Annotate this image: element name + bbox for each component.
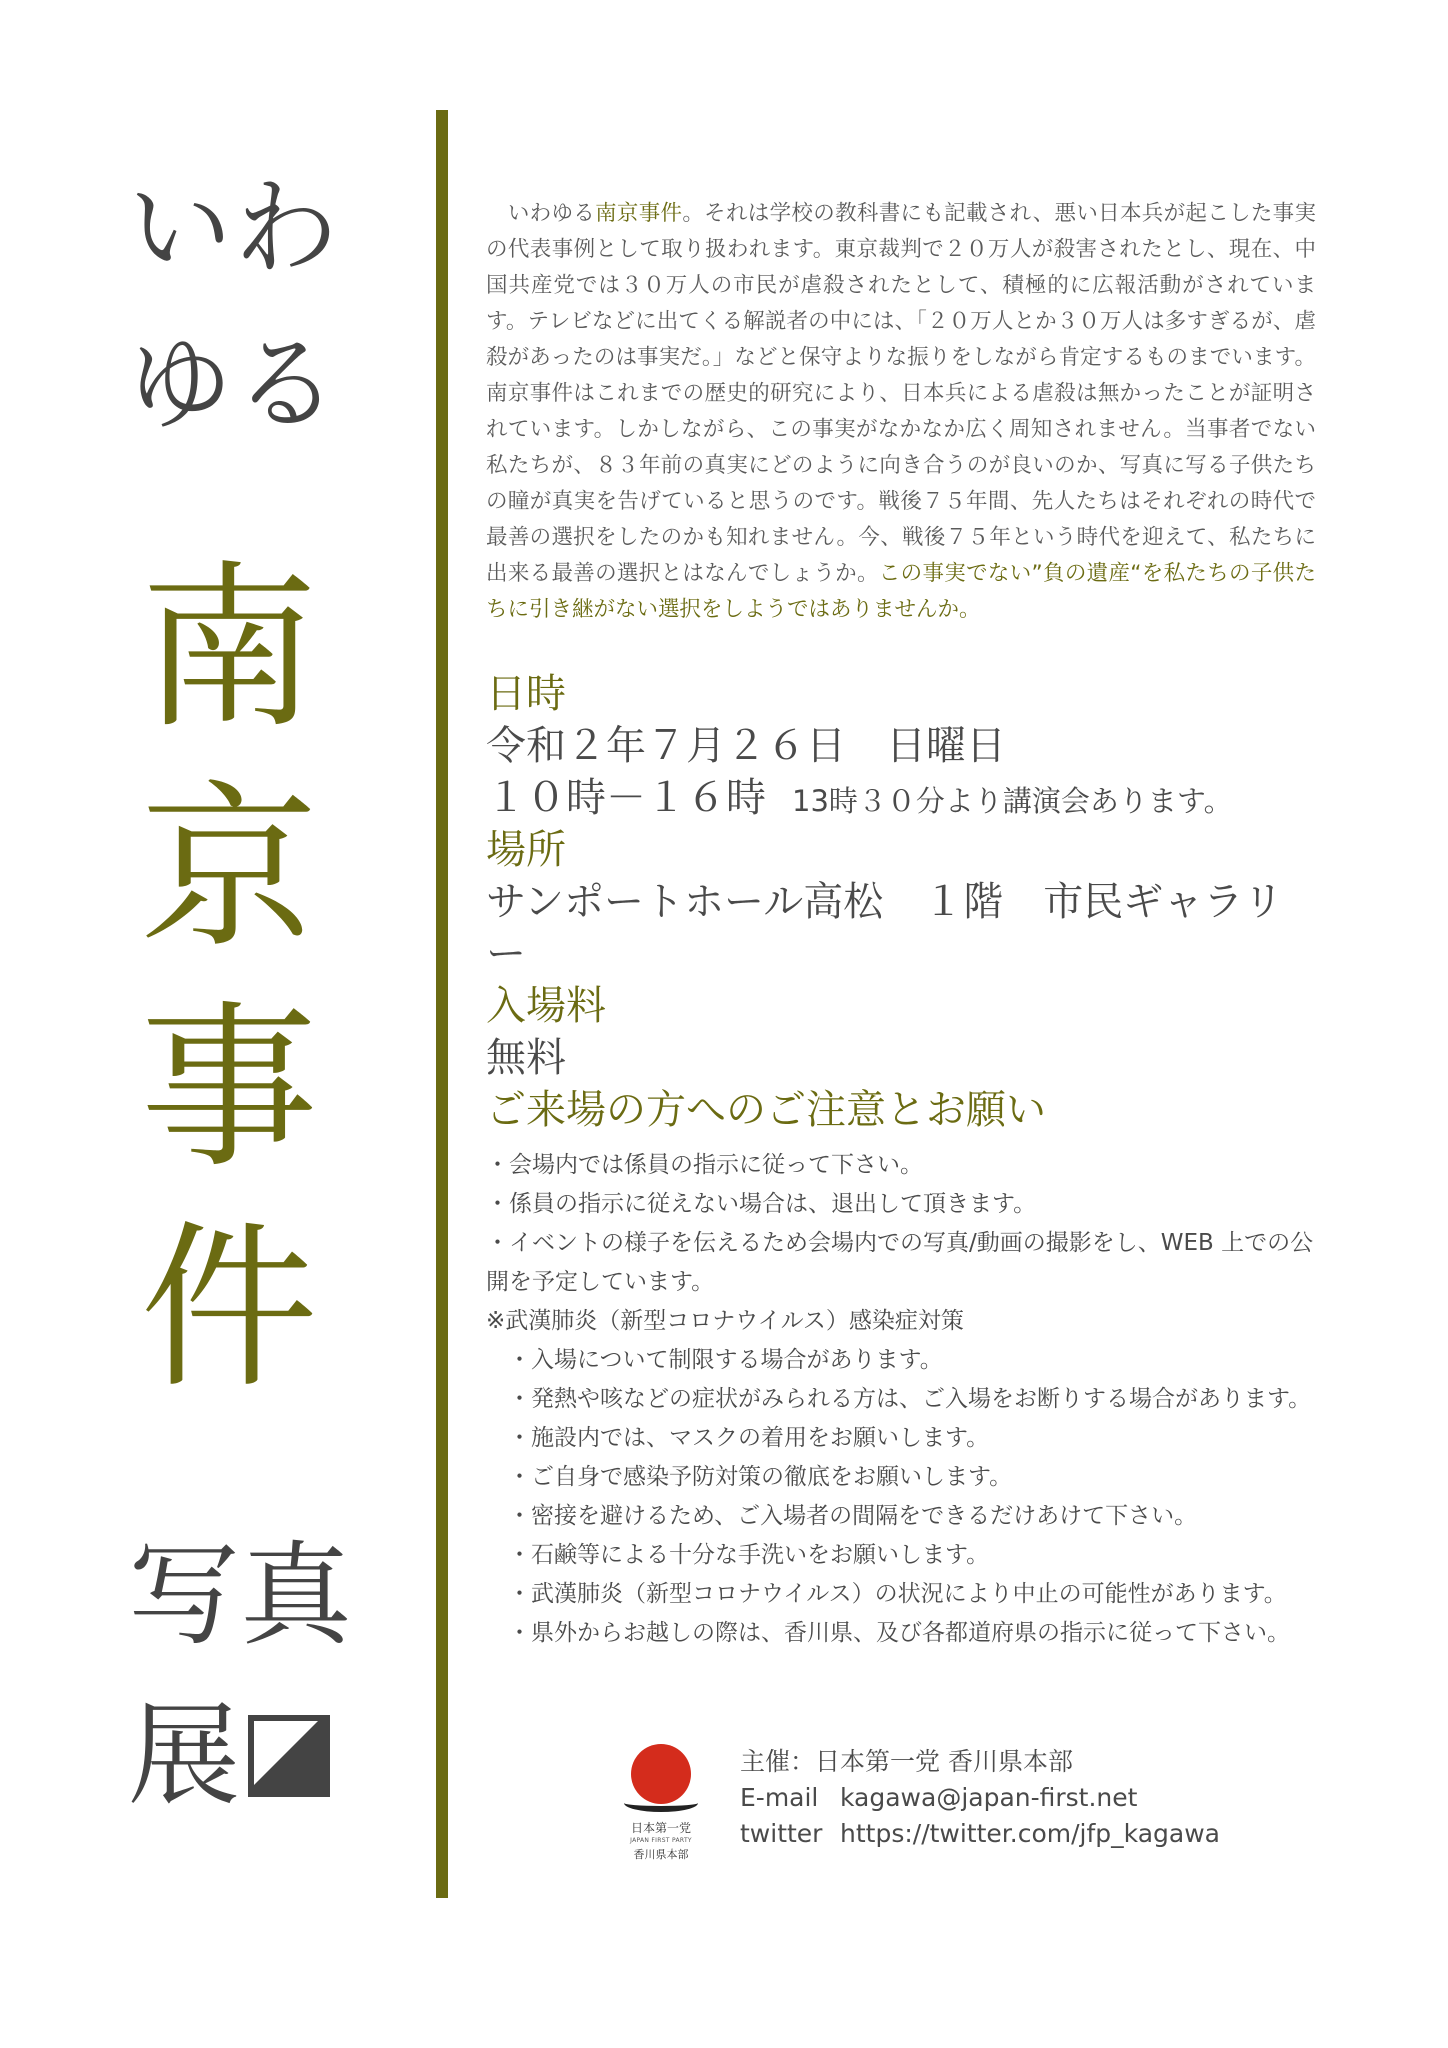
intro-highlight-nanking: 南京事件: [595, 201, 683, 226]
event-time-row: [486, 772, 1316, 824]
title-exhibit: 展: [128, 1691, 240, 1821]
covid-item: ・県外からお越しの際は、香川県、及び各都道府県の指示に従って下さい。: [508, 1620, 1290, 1646]
main-content: [486, 196, 1316, 1653]
covid-item: ・密接を避けるため、ご入場者の間隔をできるだけあけて下さい。: [508, 1503, 1198, 1529]
vertical-divider: [436, 110, 448, 1898]
place-heading: 場所: [486, 827, 566, 873]
title-yuru: ゆる: [128, 323, 341, 445]
organizer-contact: [740, 1744, 1220, 1852]
covid-item: ・石鹸等による十分な手洗いをお願いします。: [508, 1542, 990, 1568]
notice-item: ・イベントの様子を伝えるため会場内での写真/動画の撮影をし、WEB 上での公開を予定しています。: [486, 1230, 1314, 1295]
party-logo: [620, 1744, 702, 1874]
covid-item: ・ご自身で感染予防対策の徹底をお願いします。: [508, 1464, 1013, 1490]
notice-heading: ご来場の方へのご注意とお願い: [486, 1087, 1046, 1133]
covid-item: ・入場について制限する場合があります。: [508, 1347, 943, 1373]
notice-item: ・係員の指示に従えない場合は、退出して頂きます。: [486, 1191, 1037, 1217]
swoosh-icon: [624, 1794, 698, 1812]
covid-item: ・発熱や咳などの症状がみられる方は、ご入場をお断りする場合があります。: [508, 1386, 1312, 1412]
organizer-block: [620, 1744, 1340, 1874]
twitter-row: [740, 1816, 1220, 1852]
intro-highlight-closing: この事実でない”負の遺産“を私たちの子供たちに引き継がない選択をしようではありませんか。: [486, 561, 1316, 622]
event-date: 令和２年７月２６日 日曜日: [486, 723, 1006, 769]
notice-item: ・会場内では係員の指示に従って下さい。: [486, 1152, 923, 1178]
covid-item: ・施設内では、マスクの着用をお願いします。: [508, 1425, 990, 1451]
logo-branch: 香川県本部: [633, 1848, 689, 1861]
event-time: １０時－１６時: [486, 775, 766, 821]
lecture-note: 13時３０分より講演会あります。: [792, 784, 1233, 818]
title-photo: 写真: [128, 1531, 352, 1661]
covid-item: ・武漢肺炎（新型コロナウイルス）の状況により中止の可能性があります。: [508, 1581, 1287, 1607]
title-char-3: 事: [140, 985, 318, 1192]
title-char-2: 京: [140, 765, 318, 972]
corner-square-icon: [248, 1715, 330, 1797]
email-label: E-mail: [740, 1783, 819, 1812]
title-char-1: 南: [140, 545, 318, 752]
organizer-host: 主催：日本第一党 香川県本部: [740, 1747, 1073, 1776]
email-link[interactable]: kagawa@japan-first.net: [840, 1783, 1138, 1812]
intro-body: 。それは学校の教科書にも記載され、悪い日本兵が起こした事実の代表事例として取り扱われます。東京裁判で２０万人が殺害されたとし、現在、中国共産党では３０万人の市民が虐殺されたとして、積極的に広報活動がされています。テレビなどに出てくる解説者の中には、「２０万人とか３０万人は多すぎるが、虐殺があったのは事実だ。」などと保守よりな振りをしながら肯定するものまでいます。南京事件はこれまでの歴史的研究により、日本兵による虐殺は無かったことが証明されています。しかしながら、この事実がなかなか広く周知されません。当事者でない私たちが、８３年前の真実にどのように向き合うのが良いのか、写真に写る子供たちの瞳が真実を告げていると思うのです。戦後７５年間、先人たちはそれぞれの時代で最善の選択をしたのかも知れません。今、戦後７５年という時代を迎えて、私たちに出来る最善の選択とはなんでしょうか。: [486, 201, 1316, 586]
title-exhibit-row: [128, 1691, 330, 1821]
logo-party-name-en: JAPAN FIRST PARTY: [630, 1837, 692, 1844]
title-iwa: いわ: [128, 167, 341, 289]
email-row: [740, 1780, 1220, 1816]
event-place: サンポートホール高松 １階 市民ギャラリー: [486, 879, 1284, 977]
twitter-label: twitter: [740, 1819, 823, 1848]
notice-list: [486, 1146, 1316, 1341]
covid-heading: ※武漢肺炎（新型コロナウイルス）感染症対策: [486, 1308, 964, 1334]
twitter-link[interactable]: https://twitter.com/jfp_kagawa: [840, 1819, 1220, 1848]
datetime-heading: 日時: [486, 671, 566, 717]
title-char-4: 件: [140, 1205, 318, 1412]
logo-party-name: 日本第一党: [630, 1821, 691, 1835]
fee-heading: 入場料: [486, 983, 606, 1029]
covid-list: [486, 1341, 1316, 1653]
intro-paragraph: [486, 196, 1316, 628]
intro-lead: いわゆる: [507, 201, 596, 226]
event-fee: 無料: [486, 1035, 566, 1081]
